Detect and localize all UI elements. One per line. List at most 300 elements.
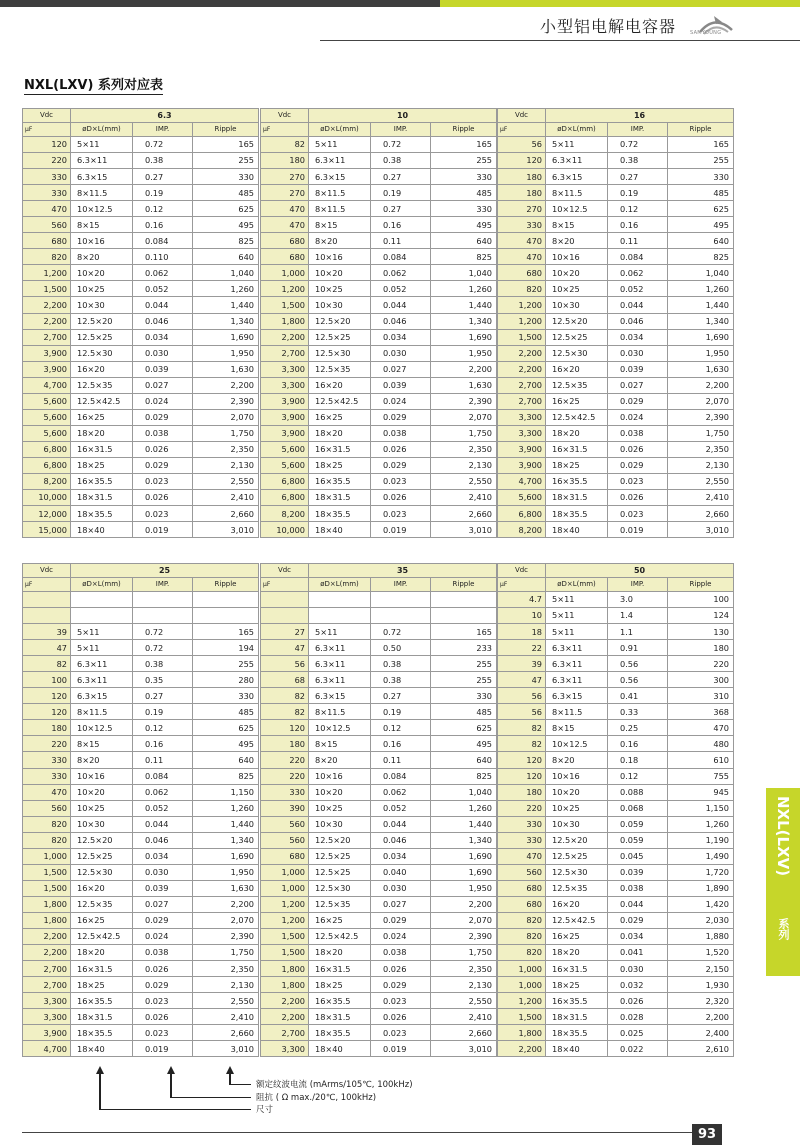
ripple-cell: 1,340 xyxy=(668,313,734,329)
impedance-cell: 0.046 xyxy=(608,313,668,329)
impedance-cell: 0.026 xyxy=(133,490,193,506)
dimension-cell: 8×15 xyxy=(71,217,133,233)
capacitance-cell: 1,800 xyxy=(261,313,309,329)
ripple-cell: 1,750 xyxy=(193,425,259,441)
table-row xyxy=(498,201,734,217)
dimension-cell: 8×20 xyxy=(71,249,133,265)
logo-text: SAMYOUNG xyxy=(690,30,722,36)
impedance-cell: 0.19 xyxy=(371,704,431,720)
table-row xyxy=(498,345,734,361)
impedance-cell: 0.062 xyxy=(371,784,431,800)
dimension-cell: 16×31.5 xyxy=(309,441,371,457)
impedance-cell: 0.088 xyxy=(608,784,668,800)
dimension-cell: 16×25 xyxy=(309,912,371,928)
table-row xyxy=(261,736,497,752)
table-row xyxy=(261,506,497,522)
dimension-cell: 6.3×11 xyxy=(71,656,133,672)
table-row xyxy=(23,506,259,522)
voltage-table-6_3v xyxy=(22,108,259,538)
table-row xyxy=(498,137,734,153)
table-row xyxy=(498,961,734,977)
capacitance-cell: 10,000 xyxy=(23,490,71,506)
ripple-cell: 1,950 xyxy=(668,345,734,361)
ripple-cell: 1,690 xyxy=(193,329,259,345)
ripple-cell: 1,630 xyxy=(193,361,259,377)
impedance-cell: 0.16 xyxy=(608,736,668,752)
ripple-cell: 330 xyxy=(668,169,734,185)
capacitance-cell: 2,200 xyxy=(23,928,71,944)
ripple-cell: 485 xyxy=(193,704,259,720)
capacitance-cell: 3,900 xyxy=(23,361,71,377)
capacitance-cell: 1,800 xyxy=(261,961,309,977)
table-row xyxy=(23,457,259,473)
uf-header: μF xyxy=(498,578,546,592)
capacitance-cell: 120 xyxy=(23,137,71,153)
impedance-cell: 0.068 xyxy=(608,800,668,816)
dimension-cell: 18×20 xyxy=(309,425,371,441)
dimension-cell: 10×12.5 xyxy=(546,201,608,217)
table-row xyxy=(23,977,259,993)
table-row xyxy=(23,377,259,393)
dimension-header: øD×L(mm) xyxy=(71,123,133,137)
impedance-cell: 0.059 xyxy=(608,816,668,832)
impedance-cell: 0.039 xyxy=(608,361,668,377)
impedance-cell: 0.084 xyxy=(371,768,431,784)
dimension-cell: 5×11 xyxy=(546,592,608,608)
dimension-cell: 10×12.5 xyxy=(309,720,371,736)
dimension-cell: 12.5×25 xyxy=(546,848,608,864)
impedance-cell: 0.044 xyxy=(371,297,431,313)
impedance-cell: 0.35 xyxy=(133,672,193,688)
table-row xyxy=(23,688,259,704)
capacitance-cell: 180 xyxy=(498,784,546,800)
ripple-cell: 130 xyxy=(668,624,734,640)
table-row xyxy=(498,832,734,848)
table-row xyxy=(23,361,259,377)
capacitance-cell: 8,200 xyxy=(261,506,309,522)
ripple-cell: 1,490 xyxy=(668,848,734,864)
table-row xyxy=(23,233,259,249)
capacitance-cell: 120 xyxy=(498,768,546,784)
table-row xyxy=(261,688,497,704)
dimension-cell: 16×31.5 xyxy=(309,961,371,977)
capacitance-cell: 820 xyxy=(498,928,546,944)
table-row xyxy=(498,928,734,944)
table-row xyxy=(23,928,259,944)
capacitance-cell: 1,200 xyxy=(498,313,546,329)
ripple-cell: 1,950 xyxy=(431,880,497,896)
capacitance-cell: 3,900 xyxy=(498,457,546,473)
impedance-cell: 0.034 xyxy=(133,848,193,864)
capacitance-cell: 560 xyxy=(261,816,309,832)
ripple-cell: 2,350 xyxy=(193,961,259,977)
impedance-cell: 0.19 xyxy=(133,704,193,720)
table-row xyxy=(498,1025,734,1041)
table-row xyxy=(23,217,259,233)
ripple-cell: 495 xyxy=(668,217,734,233)
impedance-cell: 0.11 xyxy=(133,752,193,768)
table-row xyxy=(23,441,259,457)
table-row xyxy=(23,1025,259,1041)
impedance-cell: 0.029 xyxy=(608,393,668,409)
capacitance-cell: 3,900 xyxy=(23,1025,71,1041)
table-row xyxy=(498,864,734,880)
impedance-cell: 0.026 xyxy=(133,441,193,457)
ripple-cell: 330 xyxy=(431,201,497,217)
capacitance-cell: 1,000 xyxy=(498,961,546,977)
ripple-cell: 2,200 xyxy=(431,361,497,377)
uf-header: μF xyxy=(261,578,309,592)
ripple-cell xyxy=(431,608,497,624)
capacitance-cell: 470 xyxy=(498,249,546,265)
dimension-cell: 12.5×20 xyxy=(546,832,608,848)
ripple-cell: 1,750 xyxy=(431,425,497,441)
capacitance-cell: 820 xyxy=(498,912,546,928)
ripple-cell: 1,260 xyxy=(668,816,734,832)
impedance-cell: 0.023 xyxy=(133,993,193,1009)
capacitance-cell: 39 xyxy=(498,656,546,672)
dimension-cell: 18×20 xyxy=(546,425,608,441)
ripple-cell: 165 xyxy=(193,137,259,153)
ripple-cell: 280 xyxy=(193,672,259,688)
table-row xyxy=(23,592,259,608)
capacitance-cell: 330 xyxy=(261,784,309,800)
impedance-cell: 0.039 xyxy=(133,361,193,377)
impedance-cell: 0.16 xyxy=(608,217,668,233)
impedance-cell: 0.062 xyxy=(133,265,193,281)
dimension-cell: 12.5×42.5 xyxy=(71,928,133,944)
impedance-cell: 0.084 xyxy=(371,249,431,265)
impedance-cell: 0.72 xyxy=(608,137,668,153)
impedance-cell: 0.029 xyxy=(608,457,668,473)
capacitance-cell: 4,700 xyxy=(23,377,71,393)
impedance-cell: 0.72 xyxy=(133,137,193,153)
ripple-cell: 495 xyxy=(193,217,259,233)
impedance-cell: 0.16 xyxy=(133,736,193,752)
ripple-cell: 124 xyxy=(668,608,734,624)
ripple-cell: 825 xyxy=(431,249,497,265)
table-row xyxy=(261,864,497,880)
table-row xyxy=(261,768,497,784)
dimension-cell: 18×20 xyxy=(309,945,371,961)
dimension-cell: 18×35.5 xyxy=(71,1025,133,1041)
dimension-cell: 12.5×42.5 xyxy=(546,912,608,928)
dimension-cell: 16×31.5 xyxy=(71,441,133,457)
dimension-cell: 6.3×15 xyxy=(309,688,371,704)
ripple-cell: 640 xyxy=(431,752,497,768)
ripple-cell: 165 xyxy=(668,137,734,153)
impedance-cell: 0.91 xyxy=(608,640,668,656)
impedance-cell: 0.032 xyxy=(608,977,668,993)
dimension-cell: 18×20 xyxy=(71,945,133,961)
ripple-cell: 625 xyxy=(668,201,734,217)
dimension-cell: 10×25 xyxy=(309,281,371,297)
capacitance-cell: 82 xyxy=(498,720,546,736)
ripple-cell: 825 xyxy=(668,249,734,265)
table-row xyxy=(23,201,259,217)
impedance-cell: 0.044 xyxy=(608,896,668,912)
dimension-cell: 6.3×11 xyxy=(546,153,608,169)
capacitance-cell: 560 xyxy=(498,864,546,880)
dimension-cell: 6.3×11 xyxy=(309,640,371,656)
ripple-cell: 2,350 xyxy=(431,441,497,457)
dimension-cell: 5×11 xyxy=(546,608,608,624)
impedance-cell: 0.38 xyxy=(371,672,431,688)
dimension-cell: 6.3×11 xyxy=(309,656,371,672)
impedance-cell: 0.030 xyxy=(608,345,668,361)
impedance-cell: 0.019 xyxy=(371,522,431,538)
impedance-cell: 0.019 xyxy=(133,1041,193,1057)
capacitance-cell: 6,800 xyxy=(498,506,546,522)
impedance-cell: 0.024 xyxy=(371,928,431,944)
dimension-cell: 10×25 xyxy=(71,281,133,297)
capacitance-cell: 120 xyxy=(261,720,309,736)
ripple-cell: 2,320 xyxy=(668,993,734,1009)
ripple-cell: 2,550 xyxy=(193,473,259,489)
table-row xyxy=(261,961,497,977)
capacitance-cell xyxy=(261,608,309,624)
capacitance-cell: 10 xyxy=(498,608,546,624)
table-row xyxy=(261,656,497,672)
ripple-cell: 255 xyxy=(193,153,259,169)
capacitance-cell: 5,600 xyxy=(498,490,546,506)
section-title: NXL(LXV) 系列对应表 xyxy=(24,74,163,95)
table-row xyxy=(261,473,497,489)
ripple-cell: 3,010 xyxy=(431,1041,497,1057)
dimension-cell: 18×35.5 xyxy=(309,506,371,522)
table-row xyxy=(498,800,734,816)
dimension-cell: 16×35.5 xyxy=(546,993,608,1009)
table-row xyxy=(261,313,497,329)
impedance-cell: 0.024 xyxy=(608,409,668,425)
ripple-cell: 255 xyxy=(668,153,734,169)
table-row xyxy=(498,153,734,169)
impedance-cell: 0.030 xyxy=(371,880,431,896)
dimension-cell: 16×31.5 xyxy=(546,441,608,457)
impedance-cell: 0.046 xyxy=(371,832,431,848)
ripple-cell: 255 xyxy=(193,656,259,672)
ripple-cell: 480 xyxy=(668,736,734,752)
impedance-cell: 0.019 xyxy=(608,522,668,538)
impedance-cell: 0.052 xyxy=(133,800,193,816)
table-row xyxy=(261,297,497,313)
table-row xyxy=(261,1041,497,1057)
capacitance-cell: 1,500 xyxy=(23,880,71,896)
ripple-cell: 1,520 xyxy=(668,945,734,961)
impedance-cell: 0.12 xyxy=(133,720,193,736)
table-row xyxy=(23,880,259,896)
impedance-cell: 0.27 xyxy=(371,201,431,217)
dimension-cell: 18×25 xyxy=(71,977,133,993)
table-row xyxy=(261,233,497,249)
ripple-cell xyxy=(193,592,259,608)
dimension-cell: 8×11.5 xyxy=(546,704,608,720)
dimension-cell: 12.5×30 xyxy=(546,345,608,361)
dimension-header: øD×L(mm) xyxy=(546,123,608,137)
capacitance-cell: 820 xyxy=(23,249,71,265)
table-row xyxy=(498,313,734,329)
ripple-cell: 330 xyxy=(431,688,497,704)
impedance-cell: 0.024 xyxy=(371,393,431,409)
capacitance-cell: 8,200 xyxy=(23,473,71,489)
dimension-cell: 18×35.5 xyxy=(71,506,133,522)
table-row xyxy=(498,608,734,624)
impedance-cell: 0.72 xyxy=(133,640,193,656)
dimension-cell: 8×11.5 xyxy=(546,185,608,201)
ripple-cell: 1,040 xyxy=(431,265,497,281)
ripple-cell: 180 xyxy=(668,640,734,656)
voltage-table-50v xyxy=(497,563,734,1057)
capacitance-cell: 1,800 xyxy=(261,977,309,993)
dimension-cell: 16×20 xyxy=(71,361,133,377)
ripple-cell: 2,350 xyxy=(431,961,497,977)
ripple-cell: 1,630 xyxy=(193,880,259,896)
impedance-header: IMP. xyxy=(371,123,431,137)
capacitance-cell: 2,200 xyxy=(261,993,309,1009)
impedance-cell: 0.030 xyxy=(133,864,193,880)
impedance-cell: 0.18 xyxy=(608,752,668,768)
ripple-cell: 1,630 xyxy=(668,361,734,377)
capacitance-cell: 3,300 xyxy=(261,361,309,377)
capacitance-cell: 4,700 xyxy=(498,473,546,489)
dimension-cell: 18×40 xyxy=(546,522,608,538)
impedance-cell: 0.72 xyxy=(371,137,431,153)
impedance-cell: 0.038 xyxy=(371,425,431,441)
dimension-cell: 18×31.5 xyxy=(309,490,371,506)
impedance-cell: 0.038 xyxy=(608,880,668,896)
ripple-cell: 220 xyxy=(668,656,734,672)
ripple-cell: 825 xyxy=(193,233,259,249)
impedance-cell: 0.062 xyxy=(371,265,431,281)
table-row xyxy=(498,457,734,473)
dimension-cell: 8×15 xyxy=(309,217,371,233)
dimension-cell xyxy=(71,608,133,624)
dimension-cell: 12.5×20 xyxy=(71,832,133,848)
ripple-cell: 2,410 xyxy=(193,490,259,506)
dimension-cell: 8×11.5 xyxy=(309,201,371,217)
dimension-cell: 10×16 xyxy=(546,768,608,784)
ripple-cell: 165 xyxy=(431,624,497,640)
ripple-cell: 255 xyxy=(431,656,497,672)
dimension-cell: 10×25 xyxy=(546,800,608,816)
impedance-cell: 0.044 xyxy=(371,816,431,832)
series-side-tab xyxy=(766,788,800,976)
impedance-cell: 0.12 xyxy=(371,720,431,736)
impedance-cell: 0.56 xyxy=(608,672,668,688)
table-row xyxy=(261,377,497,393)
capacitance-cell: 3,900 xyxy=(498,441,546,457)
dimension-header: øD×L(mm) xyxy=(546,578,608,592)
voltage-header: 16 xyxy=(546,109,734,123)
impedance-cell: 1.1 xyxy=(608,624,668,640)
ripple-header: Ripple xyxy=(431,123,497,137)
impedance-cell xyxy=(133,592,193,608)
ripple-cell: 1,260 xyxy=(193,281,259,297)
impedance-cell: 0.038 xyxy=(133,425,193,441)
dimension-cell: 18×25 xyxy=(546,457,608,473)
table-row xyxy=(498,441,734,457)
table-row xyxy=(261,329,497,345)
capacitance-cell: 470 xyxy=(498,233,546,249)
ripple-cell: 2,660 xyxy=(193,506,259,522)
impedance-header: IMP. xyxy=(608,578,668,592)
dimension-cell xyxy=(309,608,371,624)
ripple-cell: 2,070 xyxy=(193,912,259,928)
ripple-cell: 1,950 xyxy=(193,345,259,361)
ripple-cell: 755 xyxy=(668,768,734,784)
ripple-cell: 2,130 xyxy=(431,977,497,993)
voltage-table-10v xyxy=(260,108,497,538)
capacitance-cell: 820 xyxy=(498,945,546,961)
impedance-cell: 0.72 xyxy=(133,624,193,640)
impedance-cell: 0.052 xyxy=(608,281,668,297)
impedance-cell: 0.044 xyxy=(608,297,668,313)
footer-rule xyxy=(22,1132,692,1133)
dimension-cell: 8×11.5 xyxy=(71,704,133,720)
impedance-cell: 0.046 xyxy=(133,313,193,329)
dimension-cell xyxy=(309,592,371,608)
impedance-cell: 0.16 xyxy=(371,217,431,233)
capacitance-cell: 1,800 xyxy=(23,896,71,912)
dimension-cell: 12.5×42.5 xyxy=(309,393,371,409)
dimension-cell: 10×25 xyxy=(546,281,608,297)
table-row xyxy=(261,784,497,800)
dimension-cell: 16×31.5 xyxy=(71,961,133,977)
table-row xyxy=(498,233,734,249)
dimension-cell: 8×20 xyxy=(546,752,608,768)
capacitance-cell: 2,700 xyxy=(23,961,71,977)
capacitance-cell: 82 xyxy=(498,736,546,752)
impedance-cell: 0.084 xyxy=(133,768,193,784)
table-row xyxy=(261,848,497,864)
impedance-header: IMP. xyxy=(371,578,431,592)
table-row xyxy=(23,522,259,538)
ripple-cell: 2,550 xyxy=(668,473,734,489)
table-row xyxy=(498,688,734,704)
impedance-cell: 1.4 xyxy=(608,608,668,624)
dimension-cell: 5×11 xyxy=(71,137,133,153)
capacitance-cell: 1,200 xyxy=(498,993,546,1009)
dimension-cell: 12.5×25 xyxy=(546,329,608,345)
capacitance-cell: 5,600 xyxy=(261,457,309,473)
impedance-cell: 0.27 xyxy=(608,169,668,185)
dimension-cell: 18×40 xyxy=(71,1041,133,1057)
dimension-cell: 18×40 xyxy=(309,522,371,538)
impedance-cell: 0.110 xyxy=(133,249,193,265)
table-row xyxy=(498,945,734,961)
dimension-cell: 16×35.5 xyxy=(71,993,133,1009)
capacitance-cell: 270 xyxy=(498,201,546,217)
impedance-cell: 0.023 xyxy=(371,506,431,522)
table-row xyxy=(261,977,497,993)
table-row xyxy=(261,624,497,640)
capacitance-cell: 15,000 xyxy=(23,522,71,538)
table-row xyxy=(23,832,259,848)
ripple-cell: 300 xyxy=(668,672,734,688)
impedance-cell: 0.038 xyxy=(133,945,193,961)
table-row xyxy=(261,393,497,409)
ripple-cell: 2,660 xyxy=(668,506,734,522)
table-row xyxy=(498,281,734,297)
dimension-cell: 10×12.5 xyxy=(71,720,133,736)
capacitance-cell: 680 xyxy=(498,265,546,281)
impedance-cell: 0.034 xyxy=(371,848,431,864)
table-row xyxy=(23,961,259,977)
capacitance-cell: 2,200 xyxy=(261,1009,309,1025)
top-accent-bar xyxy=(0,0,800,7)
ripple-cell: 2,130 xyxy=(668,457,734,473)
ripple-cell: 2,410 xyxy=(431,1009,497,1025)
